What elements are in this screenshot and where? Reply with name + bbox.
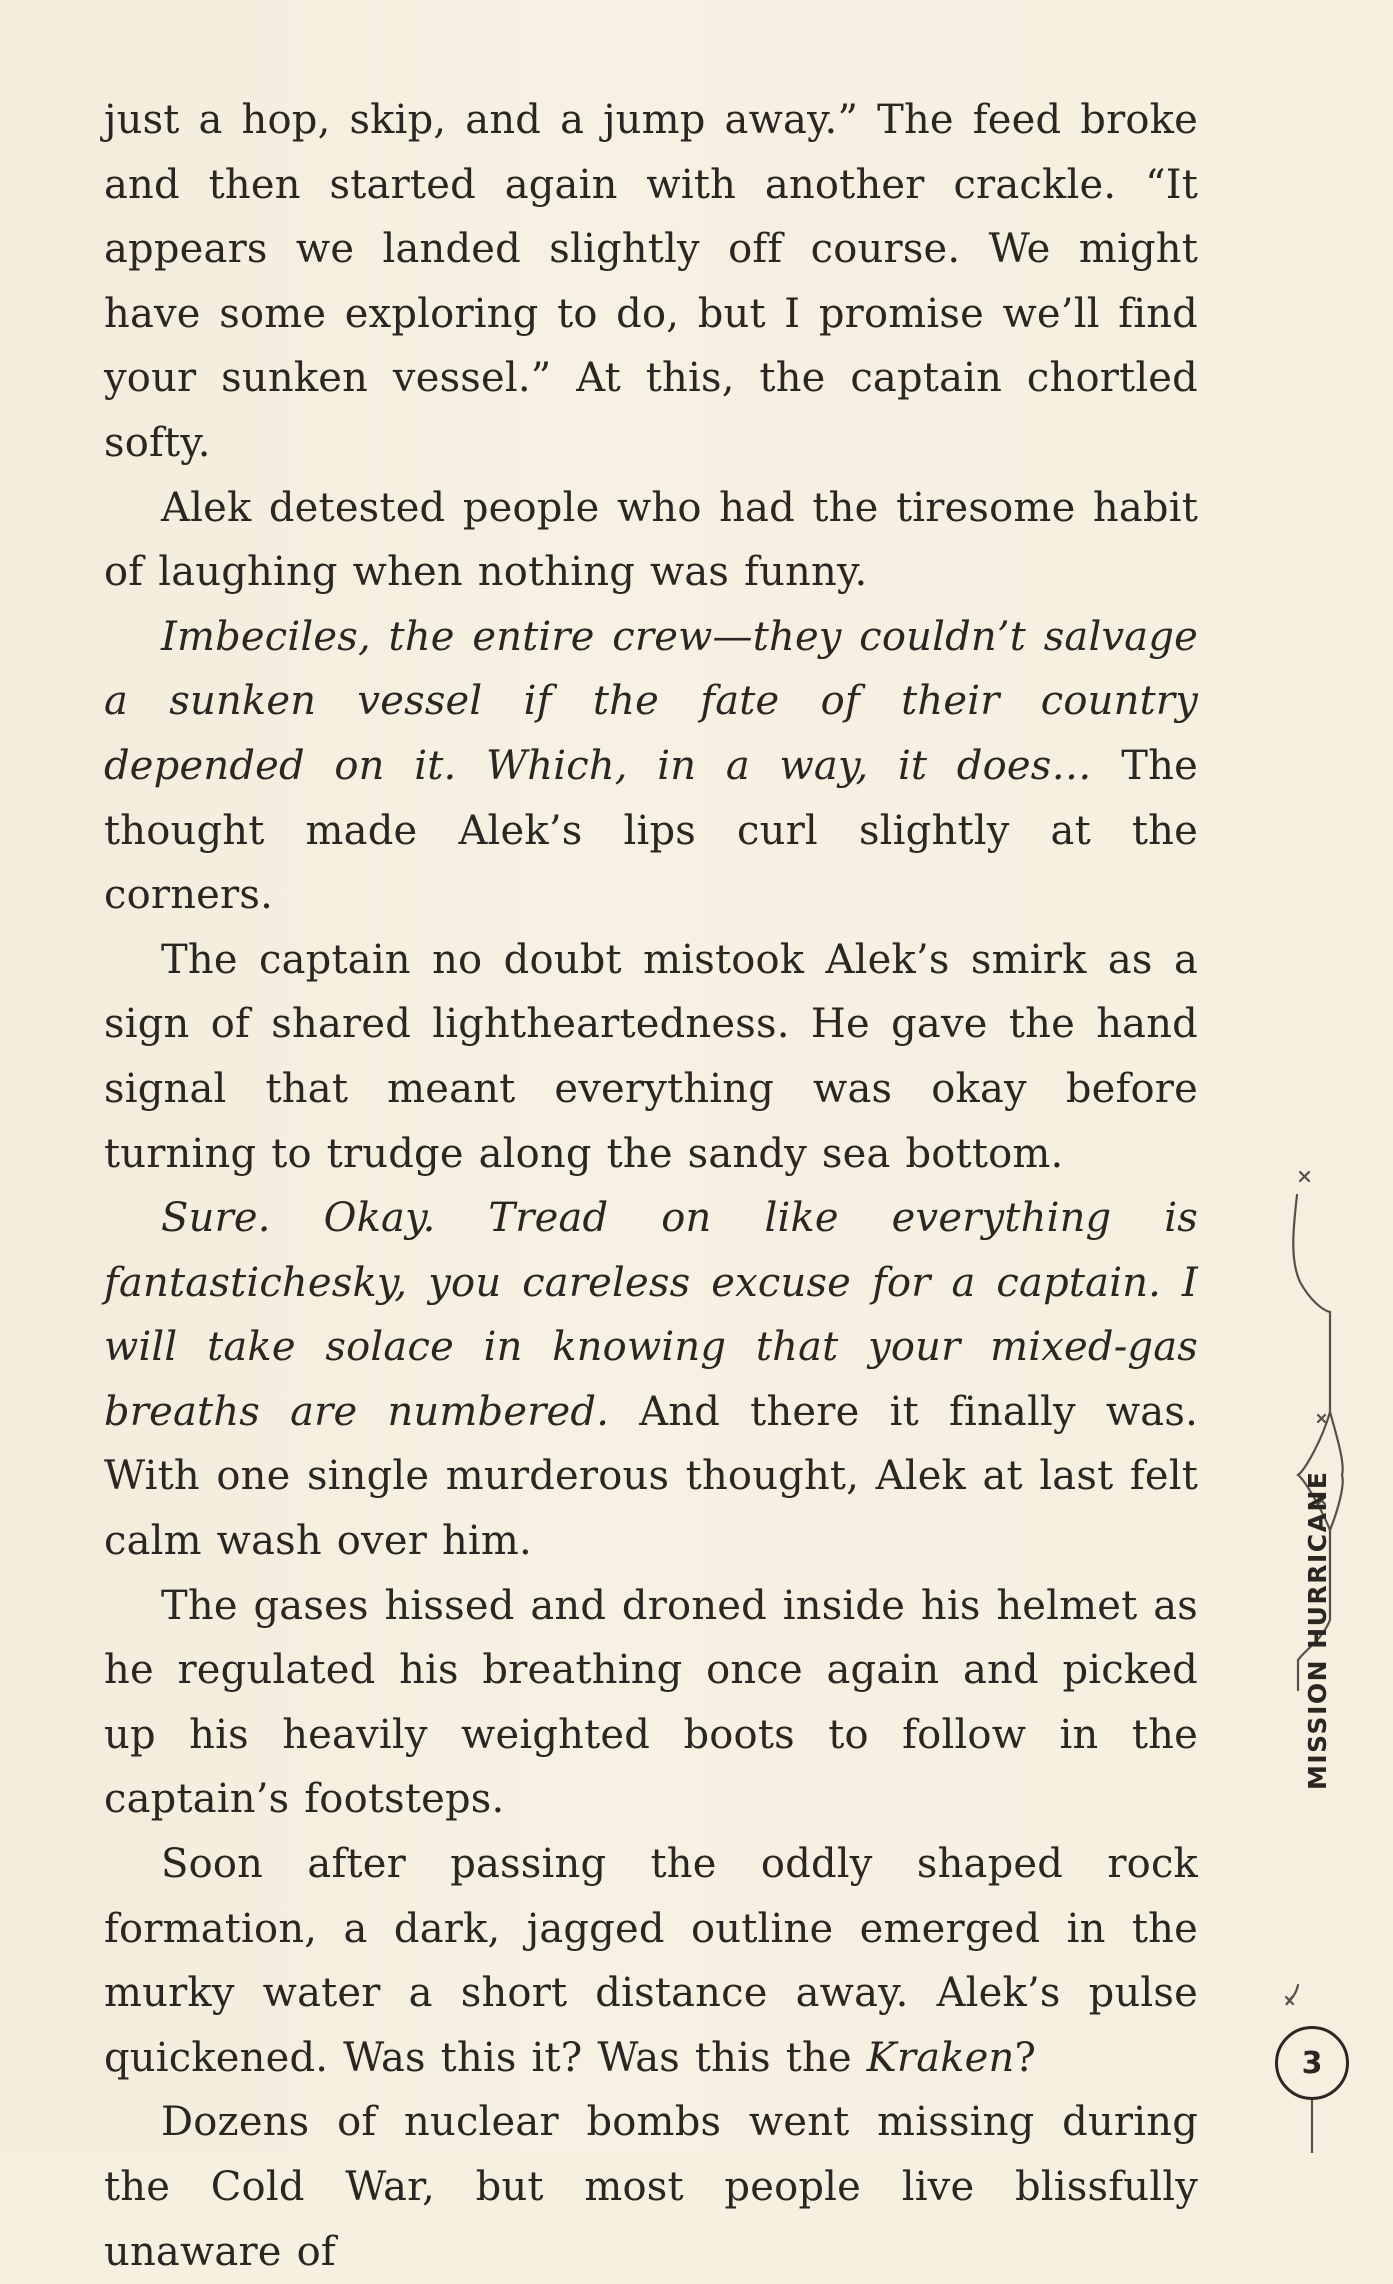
paragraph-4-text: The captain no doubt mistook Alek’s smirk as a sign of shared lightheartedness. He gave the hand signal that meant everything was okay before turning to trudge along the sandy sea bottom. bbox=[104, 936, 1198, 1177]
paragraph-3-text: The thought made Alek’s lips curl slightly at the corners. bbox=[104, 742, 1198, 919]
paragraph-7-text: Soon after passing the oddly shaped rock formation, a dark, jagged outline emerged in the murky water a short distance away. Alek’s pulse quickened. Was this it? Was this the bbox=[104, 1841, 1198, 2081]
paragraph-2-text: Alek detested people who had the tiresome habit of laughing when nothing was funny. bbox=[104, 484, 1198, 596]
paragraph-6-text: The gases hissed and droned inside his helmet as he regulated his breathing once again and picked up his heavily weighted boots to follow in the captain’s footsteps. bbox=[104, 1582, 1198, 1823]
paragraph-1-text: just a hop, skip, and a jump away.” The feed broke and then started again with another crackle. “It appears we landed slightly off course. We might have some exploring to do, but I promise we’ll find your sunken vessel.” At this, the captain chortled softy. bbox=[104, 97, 1198, 466]
paragraph-7-ship-name: Kraken bbox=[866, 2034, 1015, 2081]
page-number-badge bbox=[1275, 2026, 1349, 2100]
paragraph-5-italic-thought: Sure. Okay. Tread on like everything is fantastichesky, you careless excuse for a captain. I will take solace in knowing that your mixed-gas breaths are numbered. bbox=[104, 1195, 1198, 1435]
book-title-vertical: MISSION HURRICANE bbox=[1303, 1470, 1332, 1790]
paragraph-3-italic-thought: Imbeciles, the entire crew—they couldn’t salvage a sunken vessel if the fate of their country depended on it. Which, in a way, it does… bbox=[104, 613, 1198, 789]
paragraph-8-text: Dozens of nuclear bombs went missing during the Cold War, but most people live blissfully unaware of bbox=[104, 2099, 1198, 2275]
paragraph-7-text-end: ? bbox=[1014, 2034, 1037, 2081]
paragraph-5-text: And there it finally was. With one single murderous thought, Alek at last felt calm wash over him. bbox=[104, 1388, 1198, 1565]
cross-mark-bottom bbox=[1286, 1985, 1298, 2005]
page-number: 3 bbox=[1301, 2045, 1323, 2081]
cross-mark-top bbox=[1300, 1172, 1309, 1181]
top-curve-line bbox=[1293, 1195, 1330, 1412]
